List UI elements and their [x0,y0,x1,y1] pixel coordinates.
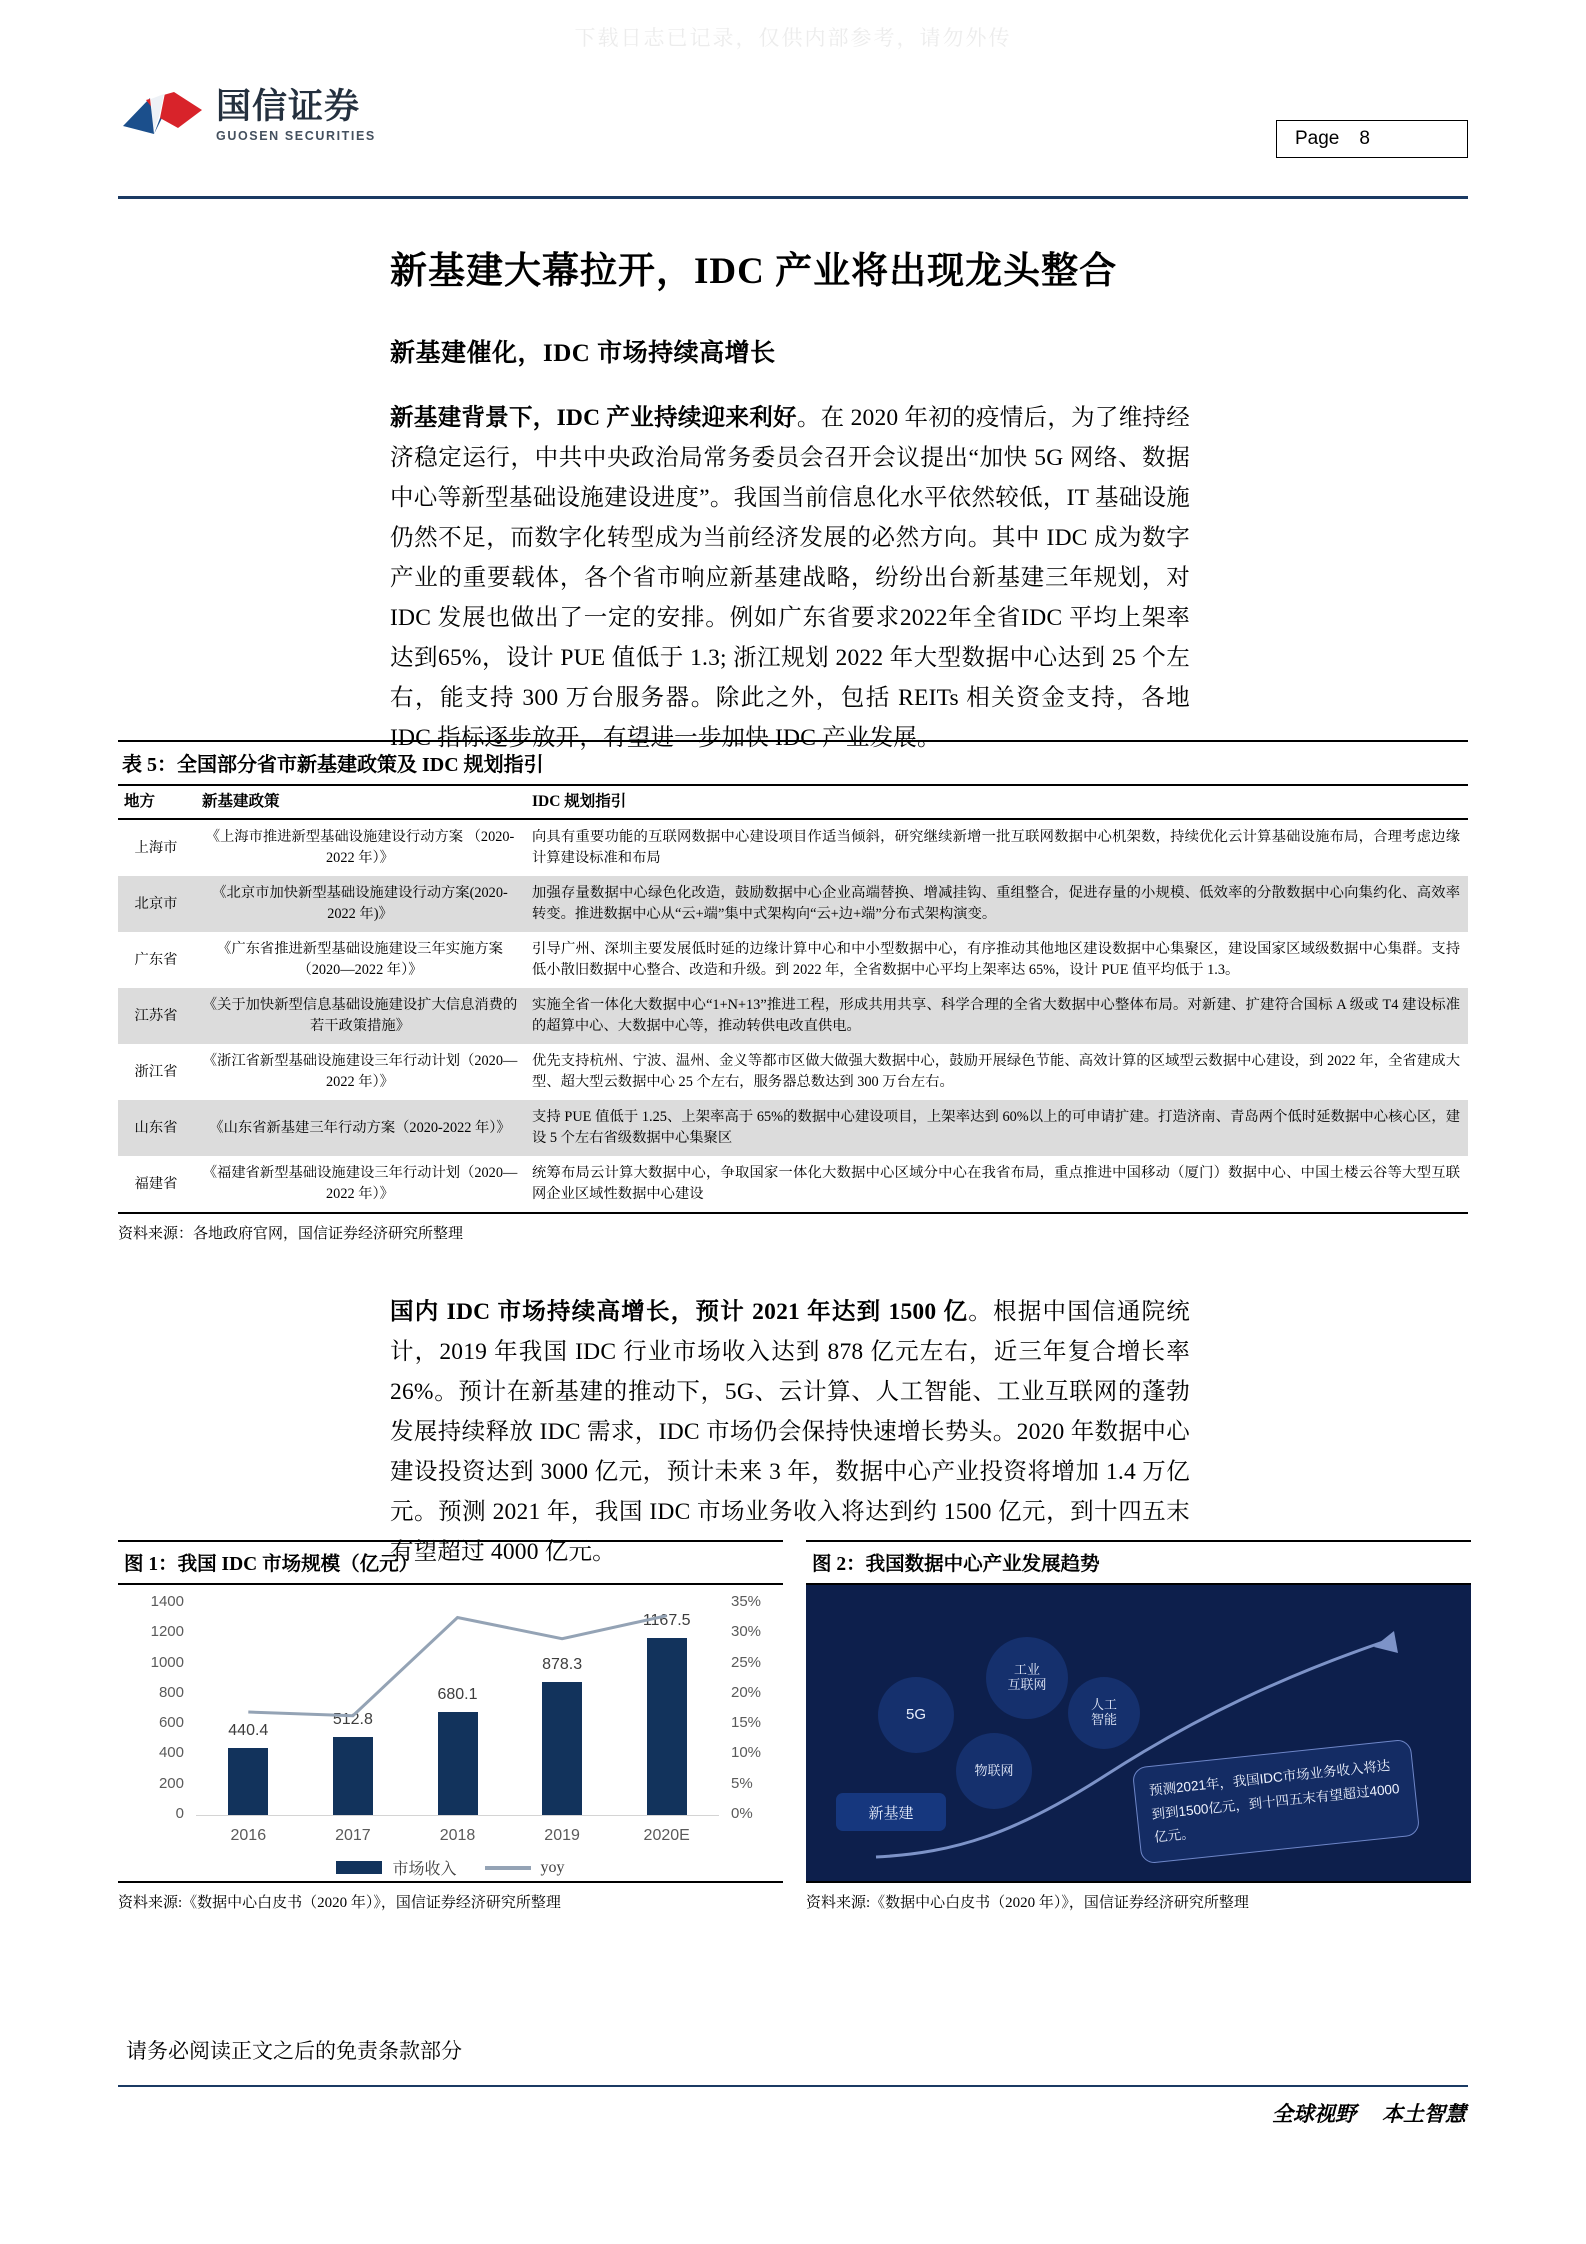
table-row [118,819,1468,876]
page-number: 8 [1359,128,1370,149]
figure-2-caption: 图 2：我国数据中心产业发展趋势 [806,1540,1471,1585]
bubble-ai: 人工 智能 [1068,1677,1140,1749]
table-5-source: 资料来源：各地政府官网，国信证券经济研究所整理 [118,1226,464,1242]
base-label-xinjijian: 新基建 [836,1793,946,1831]
table-row [118,1044,1468,1100]
paragraph-1-body: 。在 2020 年初的疫情后，为了维持经济稳定运行，中共中央政治局常务委员会召开会议提出“加快 5G 网络、数据中心等新型基础设施建设进度”。我国当前信息化水平依然较低，IT 基础设施仍然不足，而数字化转型成为当前经济发展的必然方向。其中 IDC 成为数字产业的重要载体，各个省市响应新基建战略，纷纷出台新基建三年规划，对 IDC 发展也做出了一定的安排。例如广东省要求2022年全省IDC 平均上架率达到65%，设计 PUE 值低于 1.3; 浙江规划 2022 年大型数据中心达到 25 个左右，能支持 300 万台服务器。除此之外，包括 REITs 相关资金支持，各地 IDC 指标逐步放开，有望进一步加快 IDC 产业发展。 [390,405,1191,751]
bar-value-label: 512.8 [332,1711,373,1729]
cell-policy: 《福建省新型基础设施建设三年行动计划（2020—2022 年）》 [202,1165,518,1202]
y2-axis-tick-label: 10% [731,1744,762,1762]
y-axis-tick-label: 200 [158,1774,184,1792]
figure-2-source: 资料来源:《数据中心白皮书（2020 年）》，国信证券经济研究所整理 [806,1881,1471,1912]
chart-legend [118,1856,783,1879]
bar-value-label: 440.4 [228,1722,269,1740]
y-axis-tick-label: 400 [158,1744,184,1762]
table-row [118,876,1468,932]
x-axis-tick-label: 2019 [544,1827,580,1844]
table-header-policy: 新基建政策 [196,786,526,819]
legend-label-bar: 市场收入 [392,1861,457,1878]
table-5 [118,740,1468,1243]
y2-axis-tick-label: 20% [731,1683,762,1701]
figure-1-source: 资料来源:《数据中心白皮书（2020 年）》，国信证券经济研究所整理 [118,1881,783,1912]
company-logo [120,88,376,144]
cell-region: 福建省 [134,1175,178,1192]
x-axis-tick-label: 2017 [335,1827,371,1844]
cell-policy: 《关于加快新型信息基础设施建设扩大信息消费的若干政策措施》 [196,988,526,1044]
y2-axis-tick-label: 15% [731,1714,762,1732]
table-row [118,1100,1468,1156]
table-header-region: 地方 [118,786,196,819]
y-axis-tick-label: 800 [158,1683,184,1701]
x-axis-tick-label: 2018 [439,1827,476,1844]
cell-policy: 《广东省推进新型基础设施建设三年实施方案（2020—2022 年）》 [217,941,503,978]
logo-text-en: GUOSEN SECURITIES [216,129,376,143]
bubble-industrial-internet: 工业 互联网 [986,1637,1068,1719]
cell-guidance: 实施全省一体化大数据中心“1+N+13”推进工程，形成共用共享、科学合理的全省大数据中心整体布局。对新建、扩建符合国标 A 级或 T4 建设标准的超算中心、大数据中心等，推动转供电改直供电。 [526,988,1468,1044]
page-number-box [1276,120,1468,158]
footer-slogan-1: 全球视野 [1272,2102,1356,2126]
paragraph-1 [390,398,1190,758]
legend-label-line: yoy [540,1858,565,1876]
y-axis-tick-label: 1200 [150,1623,184,1641]
legend-swatch-line [485,1866,531,1870]
bar-value-label: 878.3 [542,1656,583,1673]
footer-divider [118,2085,1468,2087]
figure-1 [118,1540,783,1912]
watermark-text: 下载日志已记录，仅供内部参考，请勿外传 [574,26,1012,50]
y2-axis-tick-label: 0% [731,1805,753,1822]
cell-guidance: 加强存量数据中心绿色化改造，鼓励数据中心企业高端替换、增减挂钩、重组整合，促进存量的小规模、低效率的分散数据中心向集约化、高效率转变。推进数据中心从“云+端”集中式架构向“云+边+端”分布式架构演变。 [526,876,1468,932]
figure-1-caption: 图 1：我国 IDC 市场规模（亿元） [118,1540,783,1585]
section-title: 新基建催化，IDC 市场持续高增长 [390,340,776,367]
paragraph-2 [390,1292,1190,1572]
chart-bar [647,1638,687,1815]
chart-bar [438,1712,478,1815]
footer-slogan-2: 本土智慧 [1382,2102,1466,2126]
figure-1-body [118,1585,783,1881]
table-row [118,988,1468,1044]
cell-guidance: 统筹布局云计算大数据中心，争取国家一体化大数据中心区域分中心在我省布局，重点推进中国移动（厦门）数据中心、中国土楼云谷等大型互联网企业区域性数据中心建设 [532,1165,1460,1202]
idc-market-size-chart [118,1585,783,1881]
figure-2 [806,1540,1471,1912]
legend-swatch-bar [336,1861,382,1874]
logo-text-cn: 国信证券 [216,87,361,126]
cell-guidance: 引导广州、深圳主要发展低时延的边缘计算中心和中小型数据中心，有序推动其他地区建设数据中心集聚区，建设国家区域级数据中心集群。支持低小散旧数据中心整合、改造和升级。到 2022 年，全省数据中心平均上架率达 65%，设计 PUE 值平均低于 1.3。 [532,941,1460,978]
paragraph-2-body: 。根据中国信通院统计，2019 年我国 IDC 行业市场收入达到 878 亿元左右，近三年复合增长率 26%。预计在新基建的推动下，5G、云计算、人工智能、工业互联网的蓬勃发展持续释放 IDC 需求，IDC 市场仍会保持快速增长势头。2020 年数据中心建设投资达到 3000 亿元，预计未来 3 年，数据中心产业投资将增加 1.4 万亿元。预测 2021 年，我国 IDC 市场业务收入将达到约 1500 亿元，到十四五末有望超过 4000 亿元。 [390,1299,1191,1565]
cell-region: 江苏省 [118,988,196,1044]
cell-policy: 《浙江省新型基础设施建设三年行动计划（2020—2022 年）》 [202,1053,518,1090]
figure-2-body [806,1585,1471,1881]
datacenter-trend-illustration [806,1585,1471,1881]
y2-axis-tick-label: 35% [731,1593,762,1610]
table-header-guidance: IDC 规划指引 [526,786,1468,819]
y-axis-tick-label: 600 [158,1714,184,1732]
x-axis-tick-label: 2020E [643,1827,690,1844]
page-header [0,88,1586,188]
paragraph-1-lead: 新基建背景下，IDC 产业持续迎来利好 [390,405,797,431]
footer-slogan [1272,2098,1466,2128]
paragraph-2-lead: 国内 IDC 市场持续高增长，预计 2021 年达到 1500 亿 [390,1299,969,1325]
y2-axis-tick-label: 5% [731,1774,753,1792]
cell-policy: 《北京市加快新型基础设施建设行动方案(2020-2022 年)》 [196,876,526,932]
cell-guidance: 支持 PUE 值低于 1.25、上架率高于 65%的数据中心建设项目，上架率达到 60%以上的可申请扩建。打造济南、青岛两个低时延数据中心核心区，建设 5 个左右省级数据中心集聚区 [526,1100,1468,1156]
cell-policy: 《山东省新基建三年行动方案（2020-2022 年）》 [196,1100,526,1156]
y2-axis-tick-label: 30% [731,1623,762,1641]
chart-bar [333,1737,373,1815]
cell-region: 浙江省 [134,1063,178,1080]
chart-bar [542,1682,582,1815]
header-divider [118,196,1468,199]
bubble-iot: 物联网 [956,1733,1032,1809]
y-axis-tick-label: 1400 [150,1593,184,1610]
table-5-caption: 表 5：全国部分省市新基建政策及 IDC 规划指引 [118,740,1468,786]
y-axis-tick-label: 1000 [150,1653,184,1671]
guosen-logo-icon [120,88,206,144]
y-axis-tick-label: 0 [175,1805,184,1822]
x-axis-tick-label: 2016 [230,1827,267,1844]
table-header-row [118,786,1468,819]
cell-region: 山东省 [118,1100,196,1156]
forecast-note: 预测2021年，我国IDC市场业务收入将达到到1500亿元，到十四五末有望超过4000亿元。 [1132,1739,1421,1865]
cell-policy: 《上海市推进新型基础设施建设行动方案 （2020-2022 年）》 [205,829,515,866]
footer-disclaimer: 请务必阅读正文之后的免责条款部分 [126,2039,462,2063]
page-label: Page [1295,128,1340,149]
y2-axis-tick-label: 25% [731,1653,762,1671]
table-row [118,1156,1468,1212]
table-row [118,932,1468,988]
cell-region: 北京市 [118,876,196,932]
cell-region: 广东省 [134,951,178,968]
bar-value-label: 680.1 [437,1686,478,1703]
table-5-grid [118,786,1468,1212]
cell-guidance: 向具有重要功能的互联网数据中心建设项目作适当倾斜，研究继续新增一批互联网数据中心机架数，持续优化云计算基础设施布局，合理考虑边缘计算建设标准和布局 [532,829,1460,866]
x-axis-baseline [196,1815,719,1816]
cell-region: 上海市 [134,839,178,856]
chart-bar [228,1748,268,1815]
bar-value-label: 1167.5 [642,1612,691,1630]
page-title: 新基建大幕拉开，IDC 产业将出现龙头整合 [390,251,1118,292]
cell-guidance: 优先支持杭州、宁波、温州、金义等都市区做大做强大数据中心，鼓励开展绿色节能、高效计算的区域型云数据中心建设，到 2022 年，全省建成大型、超大型云数据中心 25 个左右，服务器总数达到 300 万台左右。 [532,1053,1460,1090]
bubble-5g: 5G [878,1677,954,1753]
